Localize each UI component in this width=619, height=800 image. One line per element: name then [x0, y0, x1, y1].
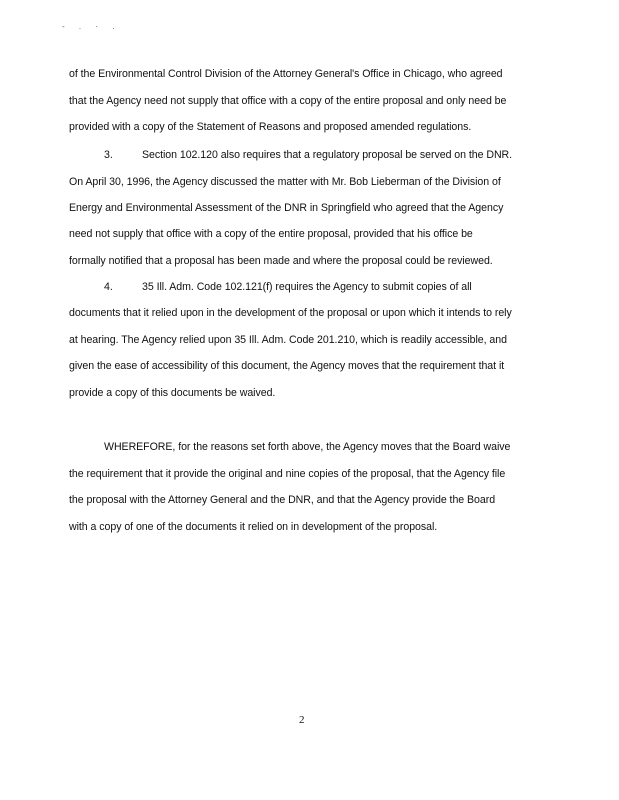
paragraph-line: of the Environmental Control Division of the Attorney General's Office in Chicago, who agreed — [69, 68, 503, 80]
paragraph-line: Energy and Environmental Assessment of the DNR in Springfield who agreed that the Agency — [69, 202, 504, 214]
paragraph-line: need not supply that office with a copy of the entire proposal, provided that his office be — [69, 228, 473, 240]
paragraph-line: with a copy of one of the documents it relied on in development of the proposal. — [69, 521, 438, 533]
paragraph-line: provided with a copy of the Statement of Reasons and proposed amended regulations. — [69, 121, 472, 133]
paragraph-line: formally notified that a proposal has been made and where the proposal could be reviewed. — [69, 255, 493, 267]
paragraph-line: documents that it relied upon in the development of the proposal or upon which it intends to rely — [69, 307, 512, 319]
paragraph-line: at hearing. The Agency relied upon 35 Ill. Adm. Code 201.210, which is readily accessible, and — [69, 334, 507, 346]
paragraph-line: the proposal with the Attorney General and the DNR, and that the Agency provide the Board — [69, 494, 496, 506]
paragraph-line: 35 Ill. Adm. Code 102.121(f) requires the Agency to submit copies of all — [142, 281, 472, 293]
paragraph-line: Section 102.120 also requires that a regulatory proposal be served on the DNR. — [142, 149, 513, 161]
paragraph-line: WHEREFORE, for the reasons set forth above, the Agency moves that the Board waive — [104, 441, 511, 453]
scan-corner-mark: - . · . — [62, 22, 121, 31]
paragraph-number: 3. — [104, 149, 113, 161]
paragraph-number: 4. — [104, 281, 113, 293]
page-number: 2 — [299, 714, 305, 726]
paragraph-line: the requirement that it provide the original and nine copies of the proposal, that the Agency file — [69, 468, 506, 480]
paragraph-line: On April 30, 1996, the Agency discussed the matter with Mr. Bob Lieberman of the Division of — [69, 176, 501, 188]
paragraph-line: provide a copy of this documents be waived. — [69, 387, 276, 399]
paragraph-line: that the Agency need not supply that office with a copy of the entire proposal and only need be — [69, 95, 507, 107]
paragraph-line: given the ease of accessibility of this document, the Agency moves that the requirement that it — [69, 360, 505, 372]
